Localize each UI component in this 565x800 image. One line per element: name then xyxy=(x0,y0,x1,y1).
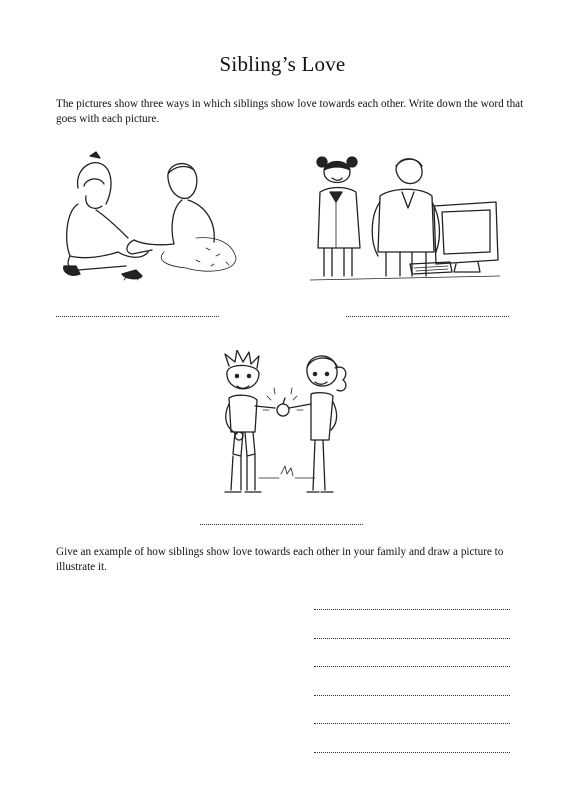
writing-line-4[interactable] xyxy=(314,695,510,696)
task-text: Give an example of how siblings show love towards each other in your family and draw a picture to illustrate it. xyxy=(56,546,504,573)
writing-line-1[interactable] xyxy=(314,609,510,610)
writing-line-3[interactable] xyxy=(314,666,510,667)
answer-line-picture-3[interactable] xyxy=(200,524,363,525)
writing-line-6[interactable] xyxy=(314,752,510,753)
instruction-text: The pictures show three ways in which siblings show love towards each other. Write down the word that goes with each picture. xyxy=(56,98,524,125)
children-sharing-apple-illustration xyxy=(215,350,350,500)
answer-line-picture-2[interactable] xyxy=(346,316,509,317)
children-tying-shoelace-illustration xyxy=(56,148,246,288)
writing-line-5[interactable] xyxy=(314,723,510,724)
children-at-computer-illustration xyxy=(310,152,500,290)
answer-line-picture-1[interactable] xyxy=(56,316,219,317)
page-title: Sibling’s Love xyxy=(219,52,346,76)
writing-line-2[interactable] xyxy=(314,638,510,639)
